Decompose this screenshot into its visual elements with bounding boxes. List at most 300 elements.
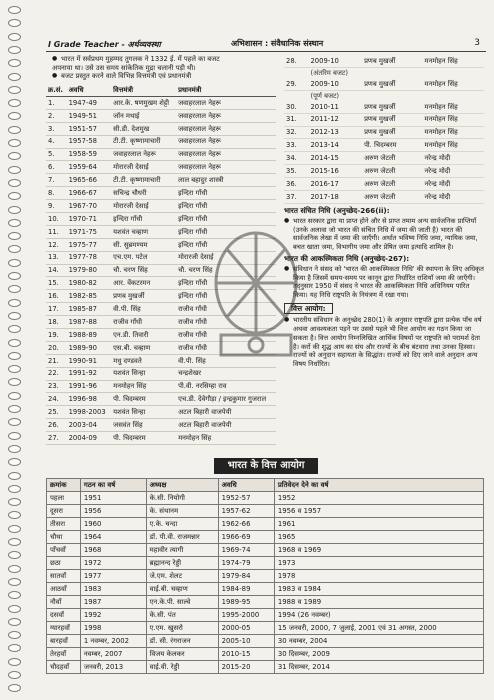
table-row	[46, 393, 276, 406]
table-cell: 1998-2003	[67, 406, 112, 419]
table-cell: 30 दिसम्बर, 2009	[274, 648, 483, 661]
spiral-ring	[8, 631, 21, 639]
spiral-ring	[8, 658, 21, 666]
table-cell: डॉ. सी. रंगराजन	[146, 635, 218, 648]
table-row	[47, 609, 484, 622]
table-cell: 19.	[46, 328, 67, 341]
budget-note: (पूर्ण बजट)	[310, 91, 340, 100]
contingency-fund-text: ● संविधान ने संसद को 'भारत की आकस्मिकता निधि' की स्थापना के लिए अधिकृत किया है जिसमें समय-समय पर कानून द्वारा निर्धारित राशियाँ जमा की जाएँगी। तद्नुसार 1950 में संसद ने भारत की आकस्मिकता निधि अधिनियम पारित किया। यह निधि राष्ट्रपति के नियंत्रण में रखा गया।	[284, 265, 484, 300]
spiral-ring	[8, 405, 21, 413]
spiral-ring	[8, 152, 21, 160]
table-row	[47, 570, 484, 583]
table-cell: 31 दिसम्बर, 2014	[274, 661, 483, 674]
table-row	[284, 113, 484, 126]
table-cell: 21.	[46, 354, 67, 367]
table-cell: जनवरी, 2013	[80, 661, 146, 674]
table-cell: 1956 व 1957	[274, 505, 483, 518]
table-cell: ग्यारहवाँ	[47, 622, 81, 635]
table-cell: 4.	[46, 135, 67, 148]
table-cell: 12.	[46, 238, 67, 251]
table-cell: 15.	[46, 277, 67, 290]
table-cell: 1974-79	[218, 557, 274, 570]
spiral-ring	[8, 458, 21, 466]
table-cell: चौ. चरण सिंह	[111, 264, 176, 277]
table-cell: सी. सुब्रमण्यम	[111, 238, 176, 251]
table-cell: पाँचवाँ	[47, 544, 81, 557]
spiral-ring	[8, 112, 21, 120]
table-cell: 1985-87	[67, 303, 112, 316]
table-cell: 23.	[46, 380, 67, 393]
table-cell: प्रणब मुखर्जी	[362, 55, 422, 67]
spiral-ring	[8, 378, 21, 386]
table-cell: 1970-71	[67, 212, 112, 225]
table-row	[47, 505, 484, 518]
spiral-ring	[8, 525, 21, 533]
table-cell: वाई.वी. रेड्डी	[146, 661, 218, 674]
table-cell: जसवंत सिंह	[111, 419, 176, 432]
table-cell: 31.	[284, 113, 308, 126]
column-header: प्रधानमंत्री	[176, 84, 276, 96]
finance-commission-table-title-wrap	[46, 458, 486, 474]
table-row	[46, 419, 276, 432]
table-cell: मनमोहन सिंह	[111, 380, 176, 393]
table-cell: 1968 व 1969	[274, 544, 483, 557]
table-cell: नवम्बर, 2007	[80, 648, 146, 661]
table-cell: 1987-88	[67, 316, 112, 329]
table-cell: आर.के. षणमुखम शेट्टी	[111, 96, 176, 109]
table-cell: ब्रह्मानन्द रेड्डी	[146, 557, 218, 570]
table-cell: बारहवाँ	[47, 635, 81, 648]
table-cell: 16.	[46, 290, 67, 303]
table-cell: 2005-10	[218, 635, 274, 648]
table-cell: 30.	[284, 101, 308, 113]
table-cell: 17.	[46, 303, 67, 316]
table-cell: एस.बी. चव्हाण	[111, 341, 176, 354]
table-cell: अटल बिहारी वाजपेयी	[176, 406, 276, 419]
table-cell: 1.	[46, 96, 67, 109]
table-row	[46, 380, 276, 393]
table-cell: 1991-96	[67, 380, 112, 393]
table-cell: 1980-82	[67, 277, 112, 290]
spiral-ring	[8, 538, 21, 546]
table-cell: लाल बहादुर शास्त्री	[176, 174, 276, 187]
spiral-ring	[8, 339, 21, 347]
table-cell: ए.एम. खुसरो	[146, 622, 218, 635]
table-cell: छठा	[47, 557, 81, 570]
column-header: अवधि	[67, 84, 112, 96]
table-cell: एन.के.पी. साल्वे	[146, 596, 218, 609]
table-cell: 1965-66	[67, 174, 112, 187]
table-cell: जॉन मथाई	[111, 109, 176, 122]
table-cell: 1982-85	[67, 290, 112, 303]
table-cell: आर. वेंकटरमन	[111, 277, 176, 290]
table-cell: 1979-84	[218, 570, 274, 583]
table-cell: 2000-05	[218, 622, 274, 635]
table-row-note	[284, 67, 484, 78]
table-row	[46, 109, 276, 122]
table-row-note	[284, 90, 484, 101]
table-cell: इन्दिरा गाँधी	[176, 290, 276, 303]
table-cell: सचिन्द्र चौधरी	[111, 187, 176, 200]
table-cell: पहला	[47, 492, 81, 505]
spiral-ring	[8, 86, 21, 94]
spiral-ring	[8, 299, 21, 307]
table-cell: 3.	[46, 122, 67, 135]
table-row	[47, 648, 484, 661]
table-cell: टी.टी. कृष्णामाचारी	[111, 174, 176, 187]
spiral-ring	[8, 312, 21, 320]
table-cell: 2014-15	[308, 152, 362, 165]
table-cell: 1958-59	[67, 148, 112, 161]
spiral-ring	[8, 485, 21, 493]
column-header: गठन का वर्ष	[80, 479, 146, 492]
column-header: क्रमांक	[47, 479, 81, 492]
table-row	[46, 122, 276, 135]
table-cell: 1947-49	[67, 96, 112, 109]
spiral-ring	[8, 432, 21, 440]
table-cell: प्रणब मुखर्जी	[362, 126, 422, 139]
table-cell: 26.	[46, 419, 67, 432]
table-cell: पी. चिदम्बरम	[111, 432, 176, 445]
table-cell: 2016-17	[308, 178, 362, 191]
table-cell: 2011-12	[308, 113, 362, 126]
table-row	[47, 518, 484, 531]
table-cell: 1992	[80, 609, 146, 622]
spiral-ring	[8, 325, 21, 333]
table-row	[284, 191, 484, 204]
table-cell: इन्दिरा गाँधी	[111, 212, 176, 225]
table-row	[284, 139, 484, 152]
table-cell: 1956	[80, 505, 146, 518]
table-row	[284, 101, 484, 113]
document-page	[46, 38, 486, 693]
header-subject: I Grade Teacher - अर्थव्यवस्था	[48, 40, 161, 49]
table-cell: 1979-80	[67, 264, 112, 277]
table-cell: दसवाँ	[47, 609, 81, 622]
table-cell: राजीव गाँधी	[176, 303, 276, 316]
spiral-ring	[8, 46, 21, 54]
table-cell: 1977	[80, 570, 146, 583]
table-cell: 1971-75	[67, 225, 112, 238]
table-cell: मोरारजी देसाई	[111, 200, 176, 213]
table-cell	[284, 67, 308, 78]
table-cell: 1972	[80, 557, 146, 570]
table-cell: अरुण जेटली	[362, 165, 422, 178]
table-cell: इन्दिरा गाँधी	[176, 212, 276, 225]
spiral-ring	[8, 498, 21, 506]
spiral-ring	[8, 578, 21, 586]
table-cell: मनमोहन सिंह	[423, 126, 484, 139]
table-cell: 1968	[80, 544, 146, 557]
finance-commission-table	[46, 478, 484, 674]
table-cell: 1966-69	[218, 531, 274, 544]
table-cell: 30 नवम्बर, 2004	[274, 635, 483, 648]
column-header: क्र.सं.	[46, 84, 67, 96]
table-row	[46, 148, 276, 161]
header-chapter: अभिशासन : संवैधानिक संस्थान	[231, 39, 324, 48]
contingency-fund-title: भारत की आकस्मिकता निधि (अनुच्छेद-267):	[284, 254, 410, 263]
table-cell: 1975-77	[67, 238, 112, 251]
table-cell: चन्द्रशेखर	[176, 367, 276, 380]
table-cell: नरेन्द्र मोदी	[423, 152, 484, 165]
intro-text	[52, 55, 278, 81]
table-cell: यशवंत सिन्हा	[111, 367, 176, 380]
finance-ministers-table-continued	[284, 55, 484, 204]
table-cell: 22.	[46, 367, 67, 380]
page-header	[46, 38, 486, 52]
spiral-ring	[8, 684, 21, 692]
table-cell: 1995-2000	[218, 609, 274, 622]
table-cell: के.सी. नियोगी	[146, 492, 218, 505]
table-cell: डॉ. पी.वी. राजमन्नार	[146, 531, 218, 544]
table-row	[46, 174, 276, 187]
table-cell: 14.	[46, 264, 67, 277]
table-cell: 1994 (26 नवम्बर)	[274, 609, 483, 622]
table-row	[284, 152, 484, 165]
table-cell: 2009-10	[308, 78, 362, 90]
table-cell: मनमोहन सिंह	[423, 139, 484, 152]
spiral-ring	[8, 272, 21, 280]
table-cell: 1949-51	[67, 109, 112, 122]
table-cell: 1960	[80, 518, 146, 531]
table-cell: वी.पी. सिंह	[111, 303, 176, 316]
spiral-ring	[8, 179, 21, 187]
table-row	[46, 161, 276, 174]
intro-line: अपनाया था। उसे उस समय सांकेतिक मुद्रा चलानी पड़ी थी।	[52, 63, 196, 72]
table-cell: 1978	[274, 570, 483, 583]
table-cell: अरुण जेटली	[362, 178, 422, 191]
table-cell: वाई.बी. चव्हाण	[146, 583, 218, 596]
table-cell: राजीव गाँधी	[111, 316, 176, 329]
spiral-ring	[8, 259, 21, 267]
table-cell: 1952	[274, 492, 483, 505]
table-cell: 1959-64	[67, 161, 112, 174]
table-cell: 37.	[284, 191, 308, 204]
table-cell: 2015-16	[308, 165, 362, 178]
table-cell: जवाहरलाल नेहरू	[176, 96, 276, 109]
intro-line: ● बजट प्रस्तुत करने वाले विभिन्न वित्तमंत्री एवं प्रधानमंत्री	[52, 72, 278, 81]
spiral-ring	[8, 19, 21, 27]
spiral-ring	[8, 565, 21, 573]
table-cell: 1989-90	[67, 341, 112, 354]
table-row	[46, 406, 276, 419]
table-cell: 1 नवम्बर, 2002	[80, 635, 146, 648]
table-header-row	[46, 84, 276, 96]
table-row	[46, 96, 276, 109]
table-row	[47, 661, 484, 674]
table-row	[284, 78, 484, 90]
table-cell: तीसरा	[47, 518, 81, 531]
table-cell: राजीव गाँधी	[176, 328, 276, 341]
table-cell: 1988 व 1989	[274, 596, 483, 609]
spiral-ring	[8, 6, 21, 14]
table-cell: इन्दिरा गाँधी	[176, 187, 276, 200]
page-number: 3	[474, 38, 480, 48]
table-row	[284, 126, 484, 139]
spiral-ring	[8, 166, 21, 174]
table-cell: 24.	[46, 393, 67, 406]
spiral-ring	[8, 33, 21, 41]
table-cell: अरुण जेटली	[362, 191, 422, 204]
table-cell: 1967-70	[67, 200, 112, 213]
table-cell: 2017-18	[308, 191, 362, 204]
table-cell: पी. चिदम्बरम	[111, 393, 176, 406]
table-cell: 9.	[46, 200, 67, 213]
column-header: वित्तमंत्री	[111, 84, 176, 96]
table-cell: तेरहवाँ	[47, 648, 81, 661]
spiral-ring	[8, 618, 21, 626]
spiral-binding	[0, 0, 40, 700]
spiral-ring	[8, 671, 21, 679]
table-cell: 2010-15	[218, 648, 274, 661]
table-cell: राजीव गाँधी	[176, 341, 276, 354]
table-cell: 1991-92	[67, 367, 112, 380]
table-cell: 20.	[46, 341, 67, 354]
table-cell: 36.	[284, 178, 308, 191]
table-cell: 2009-10	[308, 55, 362, 67]
table-cell: महावीर त्यागी	[146, 544, 218, 557]
table-cell: 1983	[80, 583, 146, 596]
table-cell: यशवंत सिन्हा	[111, 406, 176, 419]
spiral-ring	[8, 245, 21, 253]
table-header-row	[47, 479, 484, 492]
table-cell: 2004-09	[67, 432, 112, 445]
table-cell: इन्दिरा गाँधी	[176, 225, 276, 238]
table-cell: 2015-20	[218, 661, 274, 674]
table-cell: 2012-13	[308, 126, 362, 139]
table-cell: 1962-66	[218, 518, 274, 531]
table-cell: मनमोहन सिंह	[423, 55, 484, 67]
table-cell: यशवंत चव्हाण	[111, 225, 176, 238]
table-cell: मनमोहन सिंह	[423, 101, 484, 113]
column-header: अवधि	[218, 479, 274, 492]
table-cell: 27.	[46, 432, 67, 445]
spiral-ring	[8, 192, 21, 200]
table-cell: 1957-62	[218, 505, 274, 518]
table-cell: मोरारजी देसाई	[176, 251, 276, 264]
table-cell: 29.	[284, 78, 308, 90]
table-cell: टी.टी. कृष्णामाचारी	[111, 135, 176, 148]
finance-commission-text: ● भारतीय संविधान के अनुच्छेद 280(1) के अनुसार राष्ट्रपति द्वारा प्रत्येक पाँच वर्ष अथवा आवश्यकता पड़ने पर उससे पहले भी वित्त आयोग का गठन किया जा सकता है। वित्त आयोग निम्नलिखित आर्थिक विषयों पर राष्ट्रपति को परामर्श देता है। करों की शुद्ध आय का संघ और राज्यों के बीच बंटवारा तथा उनका हिस्सा। राज्यों को अनुदान सहायता के सिद्धांत। राज्यों को दिए जाने वाले अनुदान अन्य विषय निर्धारित।	[284, 316, 484, 369]
spiral-ring	[8, 591, 21, 599]
table-cell: राजीव गाँधी	[176, 316, 276, 329]
table-cell: मधु दण्डवते	[111, 354, 176, 367]
table-cell: मनमोहन सिंह	[176, 432, 276, 445]
table-cell: एच.डी. देवेगौड़ा / इन्द्रकुमार गुजराल	[176, 393, 276, 406]
table-row	[46, 200, 276, 213]
table-cell: नरेन्द्र मोदी	[423, 165, 484, 178]
table-cell: 1951-57	[67, 122, 112, 135]
table-cell: 32.	[284, 126, 308, 139]
table-row	[47, 596, 484, 609]
table-cell: 1951	[80, 492, 146, 505]
table-cell: 1961	[274, 518, 483, 531]
table-cell: चौ. चरण सिंह	[176, 264, 276, 277]
table-cell: 1973	[274, 557, 483, 570]
table-cell: जवाहरलाल नेहरू	[176, 135, 276, 148]
table-cell: 1965	[274, 531, 483, 544]
column-header: अध्यक्ष	[146, 479, 218, 492]
spiral-ring	[8, 365, 21, 373]
table-cell: जवाहरलाल नेहरू	[111, 148, 176, 161]
table-cell: 18.	[46, 316, 67, 329]
table-cell: प्रणब मुखर्जी	[362, 113, 422, 126]
table-cell: सातवाँ	[47, 570, 81, 583]
table-cell: प्रणब मुखर्जी	[362, 101, 422, 113]
table-row	[47, 557, 484, 570]
table-row	[47, 492, 484, 505]
table-row	[47, 544, 484, 557]
spiral-ring	[8, 644, 21, 652]
table-row	[47, 635, 484, 648]
table-cell: अटल बिहारी वाजपेयी	[176, 419, 276, 432]
table-cell: इन्दिरा गाँधी	[176, 277, 276, 290]
table-cell: आठवाँ	[47, 583, 81, 596]
consolidated-fund-title: भारत संचित निधि (अनुच्छेद-266(ii):	[284, 205, 390, 215]
table-cell: 1996-98	[67, 393, 112, 406]
table-cell: 1988-89	[67, 328, 112, 341]
finance-commission-heading: वित्त आयोग:	[284, 303, 333, 314]
spiral-ring	[8, 73, 21, 81]
intro-line: ● भारत में सर्वप्रथम मुहम्मद तुगलक ने 1332 ई. में पहले का बजट	[52, 55, 278, 64]
table-cell: प्रणब मुखर्जी	[111, 290, 176, 303]
spiral-ring	[8, 551, 21, 559]
table-cell: जे.एम. शेलट	[146, 570, 218, 583]
table-cell: 13.	[46, 251, 67, 264]
table-cell: अरुण जेटली	[362, 152, 422, 165]
table-cell: जवाहरलाल नेहरू	[176, 122, 276, 135]
table-row	[46, 187, 276, 200]
spiral-ring	[8, 352, 21, 360]
table-cell: पी. चिदम्बरम	[362, 139, 422, 152]
table-cell: एन.डी. तिवारी	[111, 328, 176, 341]
table-cell: मनमोहन सिंह	[423, 113, 484, 126]
table-cell: 8.	[46, 187, 67, 200]
table-cell: 11.	[46, 225, 67, 238]
table-cell: नरेन्द्र मोदी	[423, 178, 484, 191]
table-cell: 34.	[284, 152, 308, 165]
spiral-ring	[8, 59, 21, 67]
table-row	[47, 583, 484, 596]
table-cell: 35.	[284, 165, 308, 178]
table-row	[284, 165, 484, 178]
finance-commission-table-title: भारत के वित्त आयोग	[214, 458, 319, 474]
table-row	[284, 55, 484, 67]
table-cell: जवाहरलाल नेहरू	[176, 161, 276, 174]
table-cell: 1987	[80, 596, 146, 609]
table-cell: जवाहरलाल नेहरू	[176, 109, 276, 122]
table-cell: जवाहरलाल नेहरू	[176, 148, 276, 161]
table-cell: 1989-95	[218, 596, 274, 609]
column-header: प्रतिवेदन देने का वर्ष	[274, 479, 483, 492]
table-cell: सी.डी. देशमुख	[111, 122, 176, 135]
table-cell: नरेन्द्र मोदी	[423, 191, 484, 204]
table-row	[47, 622, 484, 635]
spiral-ring	[8, 139, 21, 147]
table-cell: 2003-04	[67, 419, 112, 432]
table-cell: 33.	[284, 139, 308, 152]
watermark-emblem	[196, 223, 316, 373]
table-cell: 15 जनवरी, 2000, 7 जुलाई, 2001 एवं 31 अगस्त, 2000	[274, 622, 483, 635]
spiral-ring	[8, 445, 21, 453]
spiral-ring	[8, 232, 21, 240]
spiral-ring	[8, 511, 21, 519]
spiral-ring	[8, 206, 21, 214]
table-cell: प्रणब मुखर्जी	[362, 78, 422, 90]
table-cell: चौदहवाँ	[47, 661, 81, 674]
table-cell: पी.वी. नरसिम्हा राव	[176, 380, 276, 393]
consolidated-fund-text: ● भारत सरकार द्वारा या प्राप्त होने और से प्राप्त तमाम अन्य सार्वजनिक प्राप्तियाँ (उनके अलावा जो भारत की संचित निधि में जमा की जाती है) भारत की सार्वजनिक लेखा में जमा की जाएँगी। अर्थात भविष्य निधि जमा, न्यायिक जमा, बचत खाता जमा, विभागीय जमा और प्रेषित जमा इत्यादि शामिल है।	[284, 217, 484, 252]
